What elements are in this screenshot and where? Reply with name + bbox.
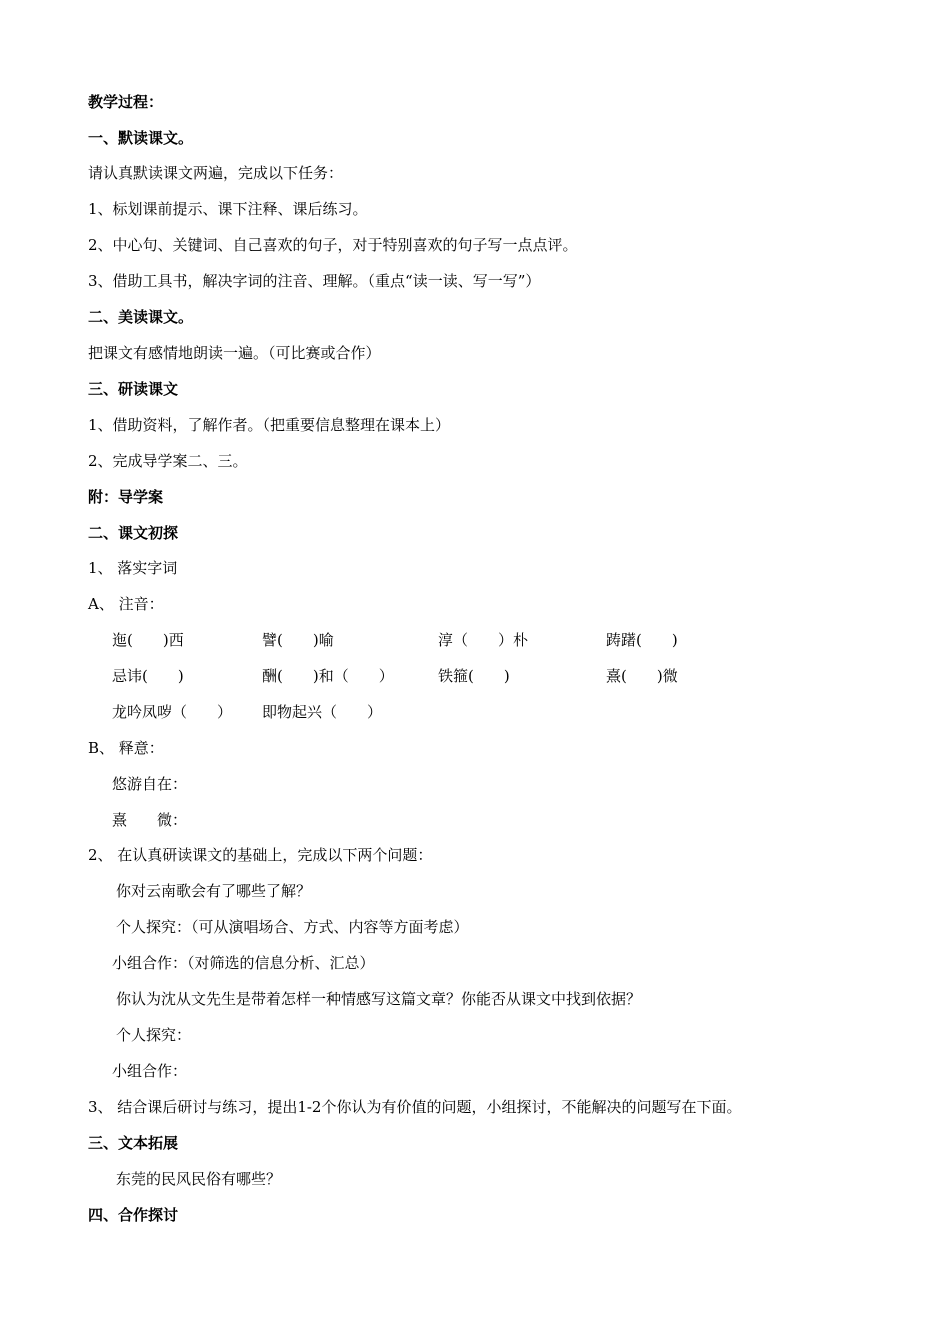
pinyin-cell: 酬( )和（ ） [262, 667, 394, 685]
appendix-title: 附：导学案 [88, 488, 164, 506]
section-2-text: 把课文有感情地朗读一遍。（可比赛或合作） [88, 344, 381, 362]
pinyin-cell: 忌讳( ) [112, 667, 184, 685]
section-1-item-3: 3、借助工具书，解决字词的注音、理解。（重点“读一读、写一写”） [88, 272, 541, 290]
question-2-item: 小组合作： [112, 1062, 188, 1080]
pinyin-cell: 龙吟凤哕（ ） [112, 703, 233, 721]
question-2-item: 你对云南歌会有了哪些了解？ [116, 882, 312, 900]
section-3-item-1: 1、借助资料，了解作者。（把重要信息整理在课本上） [88, 416, 451, 434]
pinyin-cell: 熹( )微 [606, 667, 678, 685]
pinyin-cell: 铁箍( ) [438, 667, 510, 685]
appendix-section-3-title: 三、文本拓展 [88, 1134, 179, 1152]
section-1-item-1: 1、标划课前提示、课下注释、课后练习。 [88, 200, 368, 218]
appendix-section-4-title: 四、合作探讨 [88, 1206, 179, 1224]
appendix-section-3-text: 东莞的民风民俗有哪些？ [116, 1170, 282, 1188]
section-1-intro: 请认真默读课文两遍，完成以下任务： [88, 164, 344, 182]
section-3-title: 三、研读课文 [88, 380, 179, 398]
pinyin-cell: 迤( )西 [112, 631, 184, 649]
meaning-label: B、 释意： [88, 739, 164, 757]
question-3: 3、 结合课后研讨与练习，提出1-2个你认为有价值的问题，小组探讨，不能解决的问题写在下面。 [88, 1098, 742, 1116]
section-3-item-2: 2、完成导学案二、三。 [88, 452, 248, 470]
heading-teaching-process: 教学过程： [88, 93, 164, 111]
question-2-item: 个人探究：（可从演唱场合、方式、内容等方面考虑） [116, 918, 469, 936]
appendix-section-2-title: 二、课文初探 [88, 524, 179, 542]
section-2-title: 二、美读课文。 [88, 308, 194, 326]
question-2-item: 你认为沈从文先生是带着怎样一种情感写这篇文章？你能否从课文中找到依据？ [116, 990, 642, 1008]
question-2-item: 小组合作：（对筛选的信息分析、汇总） [112, 954, 375, 972]
meaning-item-2: 熹 微： [112, 811, 188, 829]
pinyin-cell: 淳（ ）朴 [438, 631, 529, 649]
question-1: 1、 落实字词 [88, 559, 178, 577]
section-1-item-2: 2、中心句、关键词、自己喜欢的句子，对于特别喜欢的句子写一点点评。 [88, 236, 578, 254]
meaning-item-1: 悠游自在： [112, 775, 188, 793]
pinyin-cell: 即物起兴（ ） [262, 703, 383, 721]
pinyin-cell: 踌躇( ) [606, 631, 678, 649]
pinyin-cell: 譬( )喻 [262, 631, 334, 649]
pinyin-label: A、 注音： [88, 595, 164, 613]
question-2-item: 个人探究： [116, 1026, 192, 1044]
section-1-title: 一、默读课文。 [88, 129, 194, 147]
question-2: 2、 在认真研读课文的基础上，完成以下两个问题： [88, 846, 433, 864]
